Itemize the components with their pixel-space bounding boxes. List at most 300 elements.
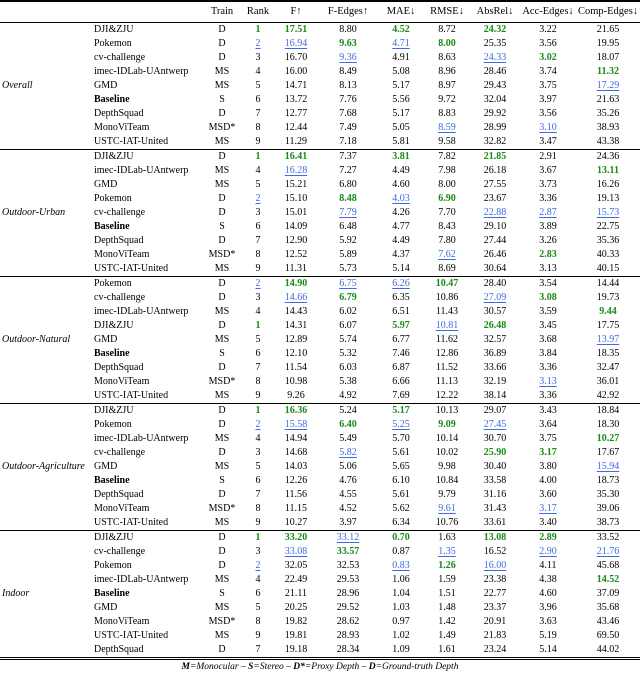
metric-cell: 14.44 [596,278,620,289]
metric-cell: 29.92 [483,108,507,119]
metric-cell: 22.88 [483,207,507,218]
method-name: Pokemon [94,193,132,204]
footer-part: D* [293,662,305,672]
table-row [0,488,640,502]
footer-part: S [248,662,254,672]
column-header-acc-edges: Acc-Edges↓ [520,1,576,23]
metric-cell: 4.60 [539,588,557,599]
metric-cell: 11.32 [597,66,619,77]
metric-cell: 33.08 [284,546,308,557]
table-row [0,150,640,165]
metric-cell: 1.02 [392,630,410,641]
table-row [0,559,640,573]
metric-cell: 4.26 [392,207,410,218]
group-label-indoor: Indoor [2,588,30,599]
metric-cell: 30.70 [483,433,507,444]
metric-cell: 11.52 [435,362,459,373]
metric-cell: 3.40 [539,517,557,528]
metric-cell: 23.37 [483,602,507,613]
metric-cell: 3.59 [539,306,557,317]
metric-cell: 18.35 [596,348,620,359]
metric-cell: 5.49 [339,433,357,444]
method-name: cv-challenge [94,207,146,218]
metric-cell: 9.98 [438,461,456,472]
table-row [0,220,640,234]
metric-cell: 14.68 [284,447,308,458]
rank-cell: 6 [255,94,261,105]
method-name: Pokemon [94,419,132,430]
method-name: DepthSquad [94,235,144,246]
method-name: DepthSquad [94,108,144,119]
metric-cell: 7.69 [392,390,410,401]
metric-cell: 3.02 [539,52,557,63]
metric-cell: 4.49 [392,235,410,246]
method-name: DJI&ZJU [94,532,134,543]
method-name: cv-challenge [94,52,146,63]
train-cell: MSD* [208,503,236,514]
train-cell: MS [214,179,230,190]
metric-cell: 2.91 [539,151,557,162]
metric-cell: 5.82 [339,447,357,458]
train-cell: MSD* [208,376,236,387]
rank-cell: 6 [255,221,261,232]
method-name: MonoViTeam [94,616,150,627]
train-cell: MS [214,630,230,641]
metric-cell: 4.03 [392,193,410,204]
metric-cell: 27.45 [483,419,507,430]
train-cell: MSD* [208,616,236,627]
metric-cell: 23.38 [483,574,507,585]
train-cell: D [218,108,226,119]
metric-cell: 11.43 [435,306,459,317]
metric-cell: 8.00 [438,38,456,49]
method-name: MonoViTeam [94,249,150,260]
metric-cell: 14.43 [284,306,308,317]
metric-cell: 7.82 [438,151,456,162]
metric-cell: 31.16 [483,489,507,500]
method-name: GMD [94,461,118,472]
metric-cell: 16.00 [284,66,308,77]
metric-cell: 1.61 [438,644,456,655]
metric-cell: 3.75 [539,433,557,444]
metric-cell: 2.90 [539,546,557,557]
metric-cell: 1.59 [438,574,456,585]
metric-cell: 6.90 [438,193,456,204]
train-cell: MSD* [208,122,236,133]
footer-part: =Stereo – [253,662,294,672]
method-name: Pokemon [94,560,132,571]
metric-cell: 17.29 [596,80,620,91]
metric-cell: 7.68 [339,108,357,119]
rank-cell: 9 [255,630,261,641]
metric-cell: 29.07 [483,405,507,416]
metric-cell: 7.70 [438,207,456,218]
table-row [0,545,640,559]
table-row [0,404,640,419]
metric-cell: 1.26 [438,560,456,571]
metric-cell: 5.97 [392,320,410,331]
metric-cell: 0.97 [392,616,410,627]
metric-cell: 4.76 [339,475,357,486]
metric-cell: 2.83 [539,249,557,260]
table-row [0,643,640,659]
method-name: imec-IDLab-UAntwerp [94,306,189,317]
metric-cell: 1.04 [392,588,410,599]
metric-cell: 14.03 [284,461,308,472]
table-row [0,79,640,93]
metric-cell: 7.98 [438,165,456,176]
rank-cell: 9 [255,390,261,401]
rank-cell: 7 [255,362,261,373]
method-name: DJI&ZJU [94,320,134,331]
group-label-overall: Overall [2,80,33,91]
column-header-train: Train [202,1,242,23]
train-cell: D [218,489,226,500]
rank-cell: 3 [255,546,261,557]
metric-cell: 9.44 [599,306,617,317]
train-cell: D [218,320,226,331]
method-name: Baseline [94,475,130,486]
section-indoor [0,531,640,659]
rank-cell: 1 [255,532,261,543]
method-name: MonoViTeam [94,122,150,133]
metric-cell: 33.52 [596,532,620,543]
metric-cell: 18.84 [596,405,620,416]
metric-cell: 16.36 [284,405,308,416]
header-spacer-method [90,1,202,23]
metric-cell: 33.20 [284,532,308,543]
table-row [0,446,640,460]
footer-part: =Ground-truth Depth [375,662,459,672]
metric-cell: 3.17 [539,503,557,514]
metric-cell: 43.46 [596,616,620,627]
metric-cell: 33.61 [483,517,507,528]
metric-cell: 38.14 [483,390,507,401]
metric-cell: 13.08 [483,532,507,543]
metric-cell: 3.54 [539,278,557,289]
metric-cell: 45.68 [596,560,620,571]
metric-cell: 1.63 [438,532,456,543]
rank-cell: 2 [255,38,261,49]
train-cell: D [218,278,226,289]
metric-cell: 5.17 [392,80,410,91]
rank-cell: 2 [255,193,261,204]
metric-cell: 3.73 [539,179,557,190]
metric-cell: 6.26 [392,278,410,289]
method-name: Pokemon [94,278,132,289]
table-row [0,107,640,121]
table-row [0,432,640,446]
metric-cell: 6.77 [392,334,410,345]
metric-cell: 14.09 [284,221,308,232]
section-outdoor-agriculture [0,404,640,531]
metric-cell: 22.75 [596,221,620,232]
method-name: Pokemon [94,38,132,49]
rank-cell: 5 [255,334,261,345]
metric-cell: 7.46 [392,348,410,359]
table-row [0,474,640,488]
metric-cell: 3.36 [539,362,557,373]
metric-cell: 4.00 [539,475,557,486]
table-row [0,629,640,643]
metric-cell: 28.46 [483,66,507,77]
metric-cell: 15.01 [284,207,308,218]
metric-cell: 14.52 [596,574,620,585]
metric-cell: 6.35 [392,292,410,303]
metric-cell: 5.65 [392,461,410,472]
section-outdoor-natural [0,277,640,404]
table-row [0,291,640,305]
column-header-rmse: RMSE↓ [424,1,470,23]
train-cell: D [218,151,226,162]
train-cell: D [218,644,226,655]
metric-cell: 15.10 [284,193,308,204]
metric-cell: 29.52 [336,602,360,613]
metric-cell: 20.91 [483,616,507,627]
metric-cell: 10.86 [435,292,459,303]
metric-cell: 3.47 [539,136,557,147]
metric-cell: 24.36 [596,151,620,162]
metric-cell: 3.89 [539,221,557,232]
metric-cell: 9.72 [438,94,456,105]
table-row [0,305,640,319]
metric-cell: 15.21 [284,179,308,190]
metric-cell: 12.90 [284,235,308,246]
rank-cell: 8 [255,616,261,627]
metric-cell: 4.49 [392,165,410,176]
metric-cell: 36.89 [483,348,507,359]
metric-cell: 2.89 [539,532,557,543]
metric-cell: 4.55 [339,489,357,500]
rank-cell: 2 [255,560,261,571]
metric-cell: 15.58 [284,419,308,430]
metric-cell: 4.60 [392,179,410,190]
rank-cell: 4 [255,433,261,444]
metric-cell: 12.52 [284,249,308,260]
metric-cell: 5.17 [392,405,410,416]
method-name: DepthSquad [94,489,144,500]
metric-cell: 33.58 [483,475,507,486]
rank-cell: 9 [255,517,261,528]
metric-cell: 43.38 [596,136,620,147]
table-row [0,516,640,531]
metric-cell: 5.17 [392,108,410,119]
metric-cell: 10.14 [435,433,459,444]
metric-cell: 4.38 [539,574,557,585]
train-cell: D [218,38,226,49]
metric-cell: 4.77 [392,221,410,232]
metric-cell: 4.37 [392,249,410,260]
metric-cell: 3.97 [539,94,557,105]
metric-cell: 8.97 [438,80,456,91]
metric-cell: 3.36 [539,193,557,204]
metric-cell: 25.90 [483,447,507,458]
method-name: GMD [94,80,118,91]
metric-cell: 3.84 [539,348,557,359]
train-cell: S [219,221,225,232]
train-cell: MS [214,517,230,528]
train-cell: D [218,235,226,246]
train-cell: MS [214,263,230,274]
metric-cell: 0.70 [392,532,410,543]
metric-cell: 11.15 [284,503,308,514]
metric-cell: 1.49 [438,630,456,641]
metric-cell: 12.89 [284,334,308,345]
metric-cell: 39.06 [596,503,620,514]
rank-cell: 6 [255,588,261,599]
metric-cell: 28.62 [336,616,360,627]
metric-cell: 3.10 [539,122,557,133]
metric-cell: 22.77 [483,588,507,599]
metric-cell: 29.53 [336,574,360,585]
metric-cell: 3.08 [539,292,557,303]
train-cell: S [219,348,225,359]
rank-cell: 9 [255,136,261,147]
metric-cell: 30.64 [483,263,507,274]
metric-cell: 27.09 [483,292,507,303]
metric-cell: 8.80 [339,24,357,35]
metric-cell: 7.49 [339,122,357,133]
rank-cell: 3 [255,447,261,458]
train-cell: S [219,475,225,486]
method-name: DJI&ZJU [94,405,134,416]
table-row [0,319,640,333]
metric-cell: 32.57 [483,334,507,345]
metric-cell: 3.74 [539,66,557,77]
metric-cell: 16.26 [596,179,620,190]
table-row [0,248,640,262]
metric-cell: 17.51 [284,24,308,35]
section-overall [0,23,640,150]
metric-cell: 26.18 [483,165,507,176]
metric-cell: 9.09 [438,419,456,430]
metric-cell: 11.54 [284,362,308,373]
metric-cell: 19.13 [596,193,620,204]
metric-cell: 3.43 [539,405,557,416]
rank-cell: 3 [255,292,261,303]
rank-cell: 1 [255,405,261,416]
metric-cell: 35.30 [596,489,620,500]
footer-row [0,659,640,676]
table-row [0,51,640,65]
metric-cell: 11.31 [284,263,308,274]
table-row [0,418,640,432]
metric-cell: 19.82 [284,616,308,627]
metric-cell: 10.27 [596,433,620,444]
table-row [0,262,640,277]
rank-cell: 1 [255,24,261,35]
method-name: cv-challenge [94,546,146,557]
column-header-absrel: AbsRel↓ [470,1,520,23]
method-name: USTC-IAT-United [94,390,169,401]
rank-cell: 9 [255,263,261,274]
train-cell: MSD* [208,249,236,260]
train-cell: MS [214,136,230,147]
metric-cell: 5.61 [392,489,410,500]
rank-cell: 7 [255,644,261,655]
metric-cell: 5.05 [392,122,410,133]
metric-cell: 3.97 [339,517,357,528]
rank-cell: 1 [255,151,261,162]
train-cell: MS [214,334,230,345]
metric-cell: 4.52 [392,24,410,35]
metric-cell: 10.13 [435,405,459,416]
train-cell: D [218,52,226,63]
metric-cell: 6.80 [339,179,357,190]
rank-cell: 7 [255,235,261,246]
table-row [0,164,640,178]
table-row [0,601,640,615]
train-cell: D [218,546,226,557]
train-cell: D [218,292,226,303]
metric-cell: 25.35 [483,38,507,49]
table-row [0,234,640,248]
metric-cell: 1.06 [392,574,410,585]
table-row [0,375,640,389]
metric-cell: 21.83 [483,630,507,641]
metric-cell: 18.73 [596,475,620,486]
rank-cell: 7 [255,108,261,119]
group-label-outdoor-urban: Outdoor-Urban [2,207,66,218]
method-name: DJI&ZJU [94,24,134,35]
method-name: GMD [94,179,118,190]
metric-cell: 10.76 [435,517,459,528]
metric-cell: 6.10 [392,475,410,486]
method-name: imec-IDLab-UAntwerp [94,433,189,444]
metric-cell: 19.73 [596,292,620,303]
metric-cell: 3.56 [539,108,557,119]
metric-cell: 28.40 [483,278,507,289]
metric-cell: 3.67 [539,165,557,176]
metric-cell: 13.72 [284,94,308,105]
rank-cell: 2 [255,419,261,430]
metric-cell: 19.18 [284,644,308,655]
rank-cell: 8 [255,122,261,133]
metric-cell: 32.19 [483,376,507,387]
metric-cell: 29.10 [483,221,507,232]
method-name: Baseline [94,588,130,599]
metric-cell: 1.35 [438,546,456,557]
metric-cell: 9.61 [438,503,456,514]
train-cell: D [218,405,226,416]
table-row [0,178,640,192]
metric-cell: 15.73 [596,207,620,218]
group-label-outdoor-agriculture: Outdoor-Agriculture [2,461,85,472]
method-name: USTC-IAT-United [94,630,169,641]
train-cell: D [218,207,226,218]
metric-cell: 69.50 [596,630,620,641]
metric-cell: 28.99 [483,122,507,133]
method-name: Baseline [94,221,130,232]
metric-cell: 3.60 [539,489,557,500]
method-name: DepthSquad [94,362,144,373]
method-name: imec-IDLab-UAntwerp [94,574,189,585]
metric-cell: 10.02 [435,447,459,458]
metric-cell: 3.75 [539,80,557,91]
metric-cell: 4.11 [539,560,557,571]
train-cell: S [219,94,225,105]
table-row [0,333,640,347]
metric-cell: 9.79 [438,489,456,500]
column-header-f-edges: F-Edges↑ [318,1,378,23]
train-cell: D [218,447,226,458]
metric-cell: 16.70 [284,52,308,63]
metric-cell: 5.24 [339,405,357,416]
header-spacer-group [0,1,90,23]
metric-cell: 14.94 [284,433,308,444]
table-row [0,347,640,361]
table-row [0,460,640,474]
